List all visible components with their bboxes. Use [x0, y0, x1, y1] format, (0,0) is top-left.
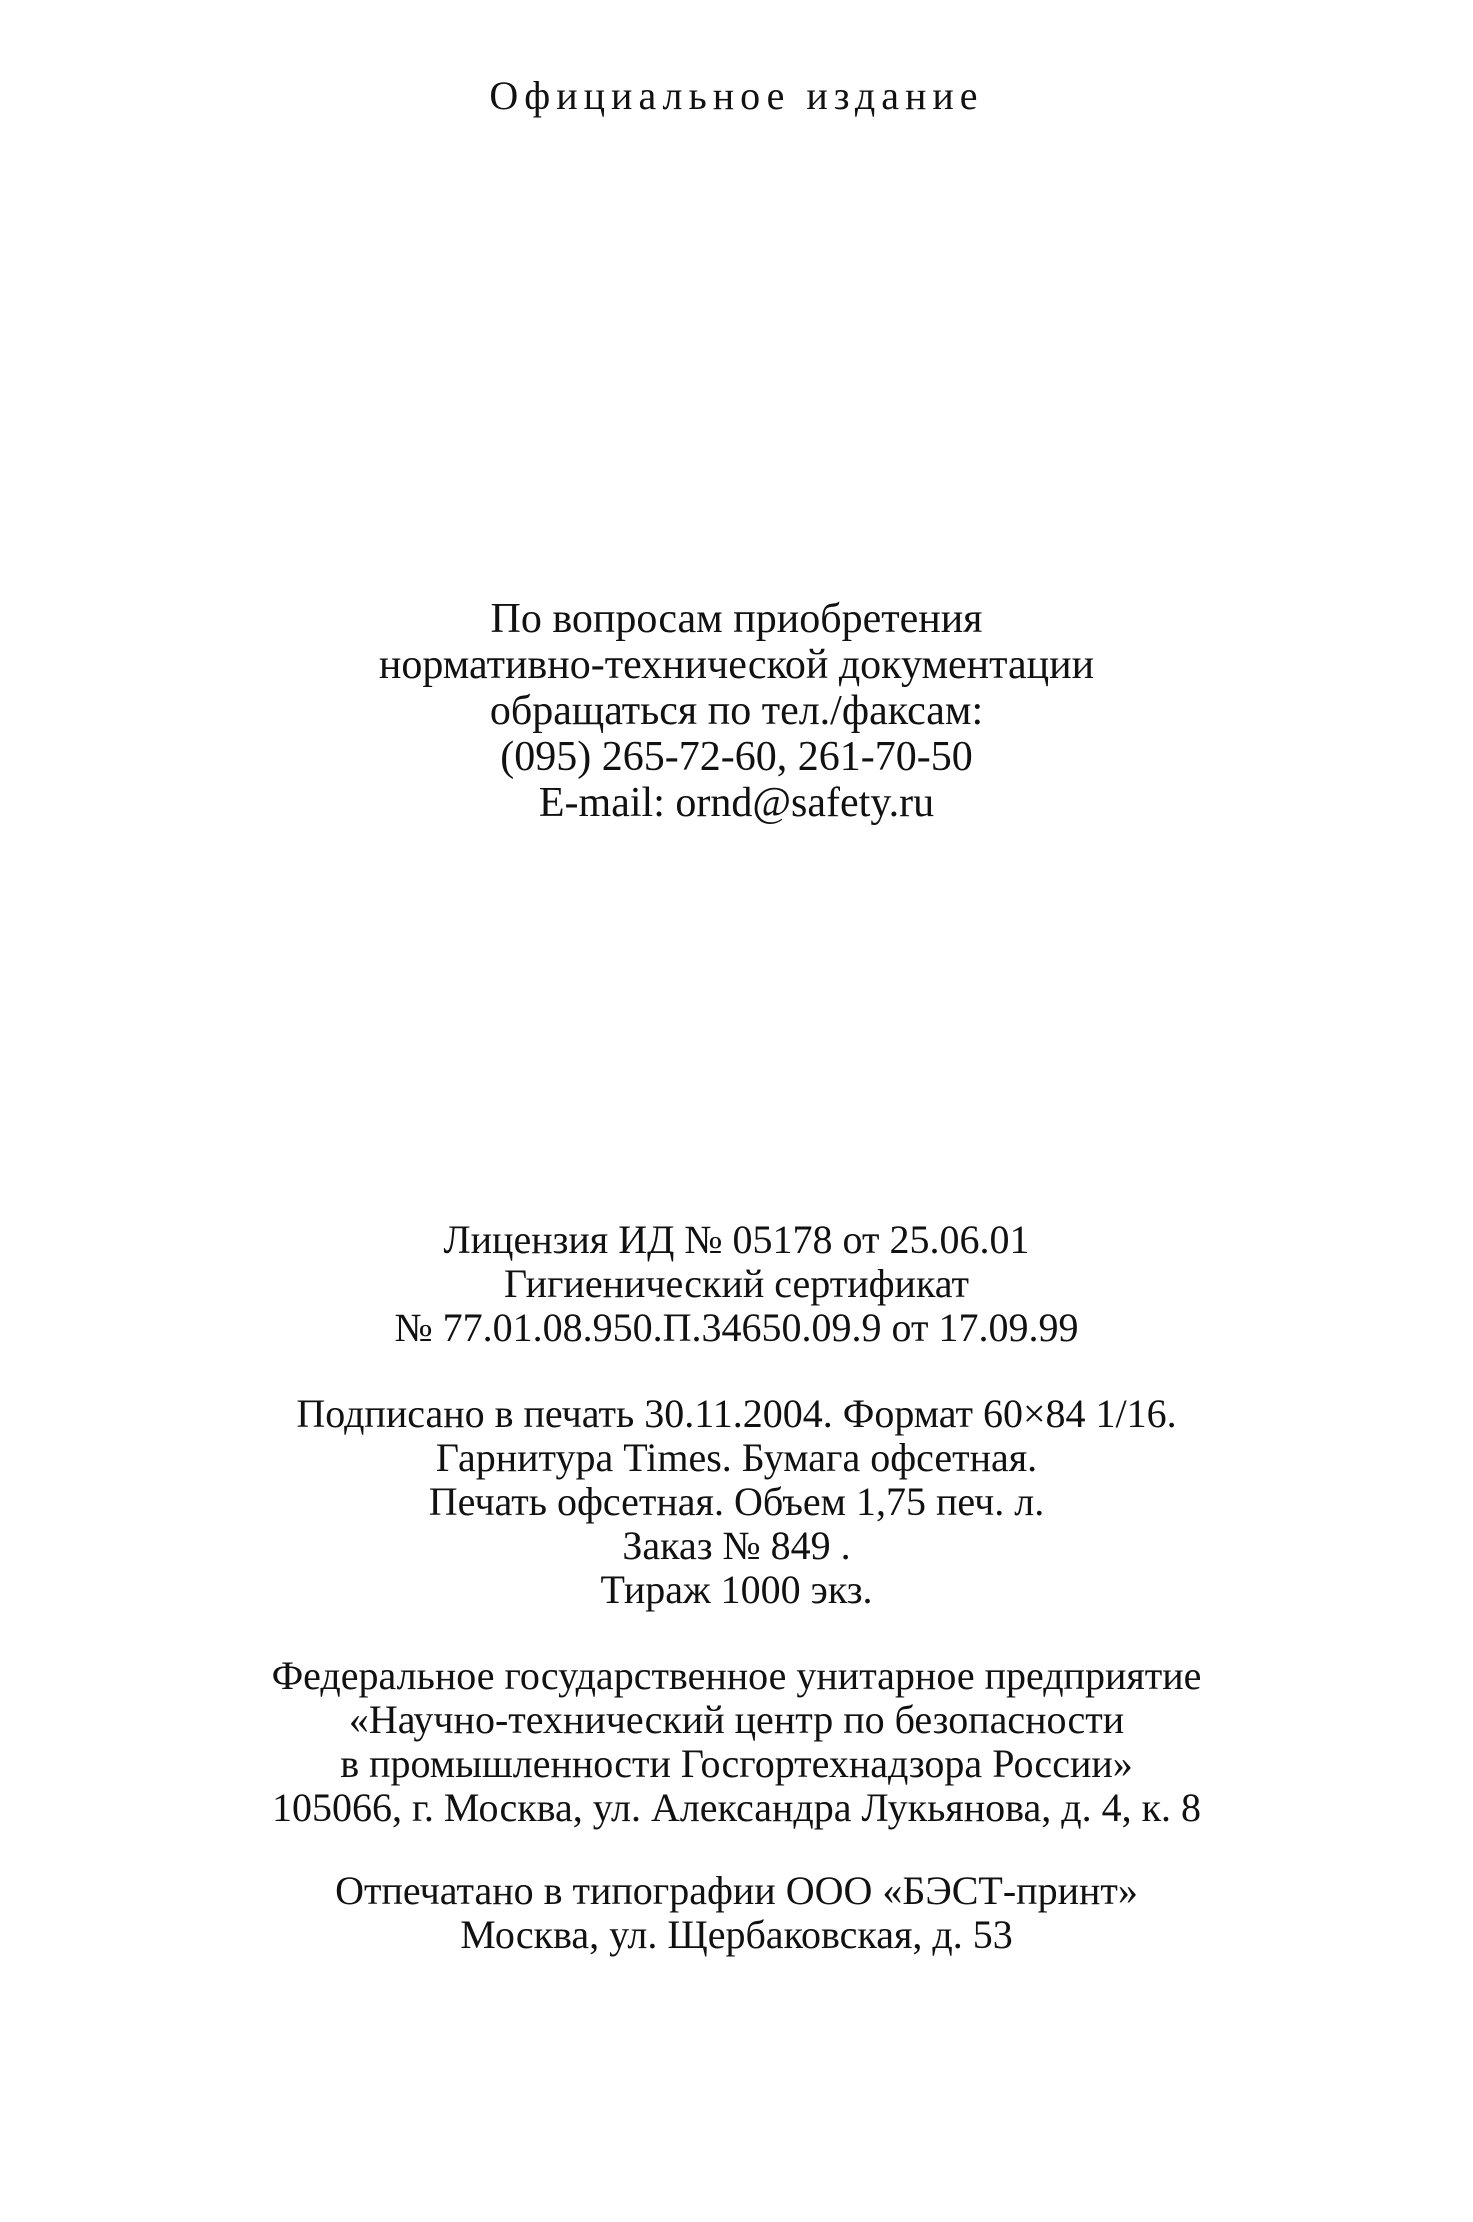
print-info-line: Подписано в печать 30.11.2004. Формат 60×84 1/16. — [296, 1391, 1177, 1436]
contacts-line: обращаться по тел./факсам: — [489, 688, 984, 734]
edition-label: Официальное издание — [489, 73, 984, 118]
printer-block — [0, 1869, 1473, 1957]
publisher-address: 105066, г. Москва, ул. Александра Лукьянова, д. 4, к. 8 — [271, 1785, 1202, 1830]
license-block — [0, 1218, 1473, 1350]
publisher-line: «Научно-технический центр по безопасности — [348, 1697, 1125, 1742]
publisher-block — [0, 1654, 1473, 1830]
printer-address: Москва, ул. Щербаковская, д. 53 — [460, 1912, 1013, 1957]
license-line: Лицензия ИД № 05178 от 25.06.01 — [443, 1217, 1030, 1262]
print-info-block — [0, 1392, 1473, 1612]
printer-line: Отпечатано в типографии ООО «БЭСТ-принт» — [335, 1868, 1138, 1913]
certificate-label: Гигиенический сертификат — [504, 1261, 969, 1306]
publisher-line: Федеральное государственное унитарное предприятие — [271, 1653, 1202, 1698]
email-line: E-mail: ornd@safety.ru — [538, 780, 935, 826]
circulation: Тираж 1000 экз. — [600, 1567, 873, 1612]
publisher-line: в промышленности Госгортехнадзора России» — [340, 1741, 1133, 1786]
certificate-number: № 77.01.08.950.П.34650.09.9 от 17.09.99 — [394, 1305, 1079, 1350]
print-info-line: Печать офсетная. Объем 1,75 печ. л. — [428, 1479, 1045, 1524]
phone-numbers: (095) 265-72-60, 261-70-50 — [500, 734, 973, 780]
contacts-line: нормативно-технической документации — [378, 642, 1095, 688]
print-info-line: Гарнитура Times. Бумага офсетная. — [435, 1435, 1038, 1480]
contacts-block — [0, 596, 1473, 826]
order-number: Заказ № 849 . — [622, 1523, 851, 1568]
contacts-line: По вопросам приобретения — [490, 596, 983, 642]
